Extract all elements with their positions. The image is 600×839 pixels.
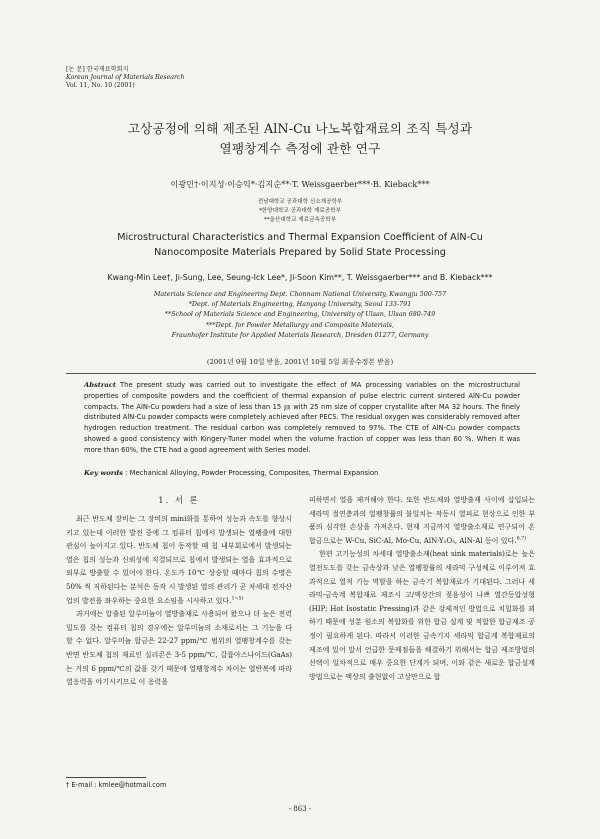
authors-english: Kwang-Min Lee†, Ji-Sung, Lee, Seung-Ick Lee*, Ji-Soon Kim**, T. Weissgaerber*** and B. Kieback*** (107, 273, 493, 282)
intro-paragraph-1 (66, 512, 292, 607)
footnote-email: † E-mail : kmlee@hotmail.com (66, 781, 167, 789)
keywords-text: : Mechanical Alloying, Powder Processing, Composites, Thermal Expansion (125, 469, 379, 477)
abstract-text: The present study was carried out to investigate the effect of MA processing variables on the microstructural properties of composite powders and the coefficient of thermal expansion of pulse electric current sintered AlN-Cu powder compacts. The AlN-Cu powders had a size of less than 15 ㎛ with 25 nm size of copper crystallite after MA 32 hours. The finely distributed AlN-Cu powder compacts were completely achieved after PECS. The residual oxygen was considerably removed after hydrogen reduction treatment. The residual carbon was completely removed to 97%. The CTE of AlN-Cu powder compacts showed a good consistency with Kingery-Tuner model when the volume fraction of copper was less than 60 %. When it was more than 60%, the CTE had a good agreement with Series model. (84, 381, 520, 454)
right-column (309, 493, 535, 683)
authors-korean: 이광민†·이지성·이승익*·김지순**·T. Weissgaerber***·B. Kieback*** (170, 179, 430, 189)
title-english-line2: Nanocomposite Materials Prepared by Solid State Processing (154, 247, 446, 258)
title-english (0, 230, 600, 260)
title-korean (0, 119, 600, 159)
journal-volume: Vol. 11, No. 10 (2001) (66, 82, 135, 89)
affiliation-en-2: *Dept. of Materials Engineering, Hanyang University, Seoul 133-791 (188, 300, 412, 309)
left-column (66, 493, 292, 689)
title-korean-line2: 열팽창계수 측정에 관한 연구 (219, 141, 381, 156)
affiliation-ko-1: 전남대학교 공과대학 신소재공학부 (257, 199, 343, 205)
affiliation-ko-2: *한양대학교 공과대학 재료공학부 (258, 208, 341, 214)
keywords (84, 469, 520, 477)
page-number: - 863 - (288, 805, 312, 813)
journal-name-ko: [논 문] 한국재료학회지 (66, 66, 129, 73)
received-dates: (2001년 9월 10일 받음, 2001년 10월 5일 최종수정본 받음) (206, 358, 394, 366)
title-english-line1: Microstructural Characteristics and Thermal Expansion Coefficient of AlN-Cu (117, 232, 483, 243)
intro-paragraph-1-text: 최근 반도체 장비는 그 장비의 mini화를 통하여 성능과 속도를 향상시키고 있는데 이러한 발전 중에 그 컴퓨터 칩에서 발생되는 열팽출에 대한 관심이 높아지고 있다. 반도체 칩이 동작할 때 칩 내부회로에서 발생되는 열은 칩의 성능과 신뢰성에 직결되므로 칩에서 발생되는 열을 효과적으로 외부로 방출할 수 있어야 한다. 온도가 10℃ 상승할 때마다 칩의 수명은 50% 씩 저하된다는 분석은 동작 시 발생된 열의 관리가 곧 차세대 전자산업의 발전을 좌우하는 중요한 요소임을 시사하고 있다. (66, 514, 292, 605)
affiliation-en-3: **School of Materials Science and Engineering, University of Ulsan, Ulsan 680-749 (164, 310, 436, 319)
affiliations-english (0, 289, 600, 340)
journal-header (66, 66, 184, 90)
affiliation-en-1: Materials Science and Engineering Dept. Chonnam National University, Kwangju 500-757 (153, 290, 447, 298)
journal-name-en: Korean Journal of Materials Research (66, 74, 185, 81)
affiliations-korean (0, 198, 600, 225)
abstract-top-rule (66, 373, 536, 374)
footnote-rule (66, 777, 146, 778)
title-korean-line1: 고상공정에 의해 제조된 AlN-Cu 나노복합재료의 조직 특성과 (127, 121, 473, 136)
intro-paragraph-2: 과거에는 압출된 알루미늄이 열방출재로 사용되어 왔으나 더 높은 전력밀도를 갖는 컴퓨터 칩의 경우에는 알루미늄의 소재로서는 그 기능을 다 할 수 없다. 알루미늄 합금은 22-27 ppm/℃ 범위의 열팽창계수를 갖는 반면 반도체 칩의 재료인 실리콘은 3-5 ppm/℃, 갈륨아스나이드(GaAs)는 거의 6 ppm/℃의 값을 갖기 때문에 열팽창계수 차이는 열반복에 따라 열응력을 야기시키므로 이 응력을 (66, 609, 292, 687)
abstract (84, 380, 520, 456)
intro-paragraph-3 (309, 493, 535, 547)
section-heading-introduction: 1. 서 론 (158, 495, 200, 505)
keywords-label: Key words (84, 469, 123, 477)
affiliation-en-4: ***Dept. for Powder Metallurgy and Composite Materials, (206, 320, 394, 329)
intro-paragraph-3-ref: 6,7) (516, 536, 527, 542)
intro-paragraph-1-ref: 1~5) (231, 596, 244, 602)
abstract-label: Abstract (84, 381, 117, 389)
affiliation-ko-3: **울산대학교 재료금속공학부 (263, 217, 337, 223)
intro-paragraph-4: 한편 고기능성의 차세대 열방출소재(heat sink materials)로는 높은 열전도도를 갖는 금속상과 낮은 열팽창률의 세라믹 구성체로 이루어져 효과적으로 열적 기능 역할을 하는 금속기 복합재료가 기대된다. 그러나 세라믹-금속계 복합재료 제조시 고/액상간의 젖음성이 나쁘 열간등압성형(HIP; Hot Isostatic Pressing)과 같은 강제적인 방법으로 치밀화를 꾀하기 때문에 성분 원소의 복합화를 위한 합금 설계 및 적합한 합금제조 공정이 필요하게 된다. 따라서 이러한 금속기지 세라믹 합금계 복합재료의 제조에 있어 앞서 언급한 문제점들을 해결하기 위해서는 합금 제조방법의 선택이 일차적으로 매우 중요한 단계가 되며, 이와 같은 새로운 합금설계방법으로는 액상의 출현없이 고상만으로 합 (309, 549, 535, 681)
intro-paragraph-3-text: 피하면서 열을 제거해야 한다. 또한 반도체와 열방출재 사이에 삽입되는 세라믹 절연층과의 열팽창률의 불일치는 작동시 열피로 현상으로 인한 부품의 심각한 손상을 가져온다. 현재 지금까지 열방출소재로 연구되어 온 합금으로는 W-Cu, SiC-Al, Mo-Cu, AlN-Y₂O₃, AlN-Al 등이 있다. (309, 495, 535, 545)
affiliation-en-5: Fraunhofer Institute for Applied Materials Research, Dresden 01277, Germany (171, 330, 429, 339)
